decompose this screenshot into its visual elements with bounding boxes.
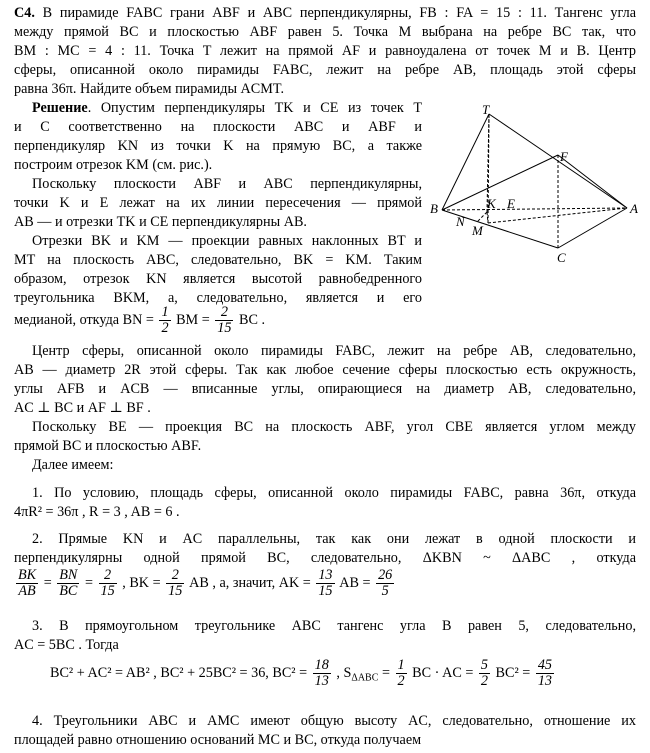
fraction-one-half: $\frac{1}{2}$	[161, 304, 169, 336]
step3-line-1: 3. В прямоугольном треугольнике ABC тангенс угла B равен 5, следовательно,	[32, 618, 636, 634]
para4-line-2: AB — диаметр 2R этой сферы. Так как любое сечение сферы плоскостью есть окружность,	[14, 362, 636, 378]
problem-line-2: между прямой BC и плоскостью ABF равен 5. Точка M выбрана на ребре BC так, что	[14, 24, 636, 40]
para5-line-2: прямой BC и плоскостью ABF.	[14, 438, 202, 454]
step3-line-2: AC = 5BC . Тогда	[14, 637, 119, 653]
fraction-two-fifteenths: $\frac{2}{15}$	[217, 304, 232, 336]
label-f: F	[560, 149, 568, 164]
solution-heading: Решение	[32, 100, 88, 116]
step4-line-1: 4. Треугольники ABC и AMC имеют общую высоту AC, следовательно, отношение их	[32, 713, 636, 729]
para5-line-1: Поскольку BE — проекция BC на плоскость ABF, угол CBE является углом между	[32, 419, 636, 435]
para3-line-4: треугольника BKM, а, следовательно, является и его	[14, 290, 422, 306]
step2-line-1: 2. Прямые KN и AC параллельны, так как они лежат в одной плоскости и	[32, 531, 636, 547]
label-a: A	[630, 201, 638, 216]
step3-equation: BC² + AC² = AB² , BC² + 25BC² = 36, BC² = $\frac{18}{13}$ , $S_{\Delta ABC}$ = $\frac{1}{2}$ BC · AC = $\frac{5}{2}$ BC² = $\frac{45}{13}$	[50, 657, 553, 689]
problem-line-1	[14, 4, 636, 22]
problem-text: В пирамиде FABC грани ABF и ABC перпендикулярны, FB : FA = 15 : 11. Тангенс угла	[42, 5, 636, 21]
para3-line-3: образом, отрезок KN является высотой равнобедренного	[14, 271, 422, 287]
solution-intro-text: . Опустим перпендикуляры TK и CE из точек T	[87, 100, 422, 116]
problem-line-5: равна 36π. Найдите объем пирамиды ACMT.	[14, 81, 285, 97]
step1-line-2: 4πR² = 36π , R = 3 , AB = 6 .	[14, 504, 180, 520]
label-m: M	[472, 223, 483, 238]
para6-line: Далее имеем:	[32, 457, 114, 473]
solution-line-4: построим отрезок KM (см. рис.).	[14, 157, 213, 173]
label-b: B	[430, 201, 438, 216]
step2-equation: $\frac{BK}{AB}$ = $\frac{BN}{BC}$ = $\frac{2}{15}$ , BK = $\frac{2}{15}$ AB , а, значит, AK = $\frac{13}{15}$ AB = $\frac{26}{5}$	[18, 567, 393, 599]
step2-line-2: перпендикулярны одной прямой BC, следовательно, ΔKBN ~ ΔABC , откуда	[14, 550, 636, 566]
solution-line-3: перпендикуляр KN из точки K на прямую BC, а также	[14, 138, 422, 154]
label-n: N	[456, 214, 465, 229]
pyramid-figure	[430, 100, 645, 270]
para3-line-2: MT на плоскость ABC, следовательно, BK = KM. Таким	[14, 252, 422, 268]
problem-line-3: BM : MC = 4 : 11. Точка T лежит на прямой AF и равноудалена от точек M и B. Центр	[14, 43, 636, 59]
label-t: T	[482, 102, 490, 117]
solution-line-1	[32, 99, 422, 117]
para4-line-4: AC ⊥ BC и AF ⊥ BF .	[14, 400, 151, 416]
label-e: E	[507, 196, 515, 211]
problem-line-4: сферы, описанной около пирамиды FABC, лежит на ребре AB, площадь этой сферы	[14, 62, 636, 78]
para3-mid-text: BM =	[176, 311, 210, 328]
para2-line-1: Поскольку плоскости ABF и ABC перпендикулярны,	[32, 176, 422, 192]
problem-label: C4.	[14, 5, 35, 21]
para3-line-5	[14, 305, 265, 336]
label-c: C	[557, 250, 566, 265]
step4-line-2: площадей равно отношению оснований MC и BC, откуда получаем	[14, 732, 422, 748]
para3-line-1: Отрезки BK и KM — проекции равных наклонных BT и	[32, 233, 422, 249]
label-k: K	[487, 196, 496, 211]
para2-line-2: точки K и E лежат на их линии пересечения — прямой	[14, 195, 422, 211]
para2-line-3: AB — и отрезки TK и CE перпендикулярны AB.	[14, 214, 307, 230]
para3-tail-text: BC .	[239, 311, 266, 328]
para4-line-3: углы AFB и ACB — вписанные углы, опирающиеся на диаметр AB, следовательно,	[14, 381, 636, 397]
solution-line-2: и C соответственно на плоскости ABC и ABF и	[14, 119, 422, 135]
para3-text: медианой, откуда BN =	[14, 311, 154, 328]
para4-line-1: Центр сферы, описанной около пирамиды FABC, лежит на ребре AB, следовательно,	[32, 343, 636, 359]
step1-line-1: 1. По условию, площадь сферы, описанной около пирамиды FABC, равна 36π, откуда	[32, 485, 636, 501]
